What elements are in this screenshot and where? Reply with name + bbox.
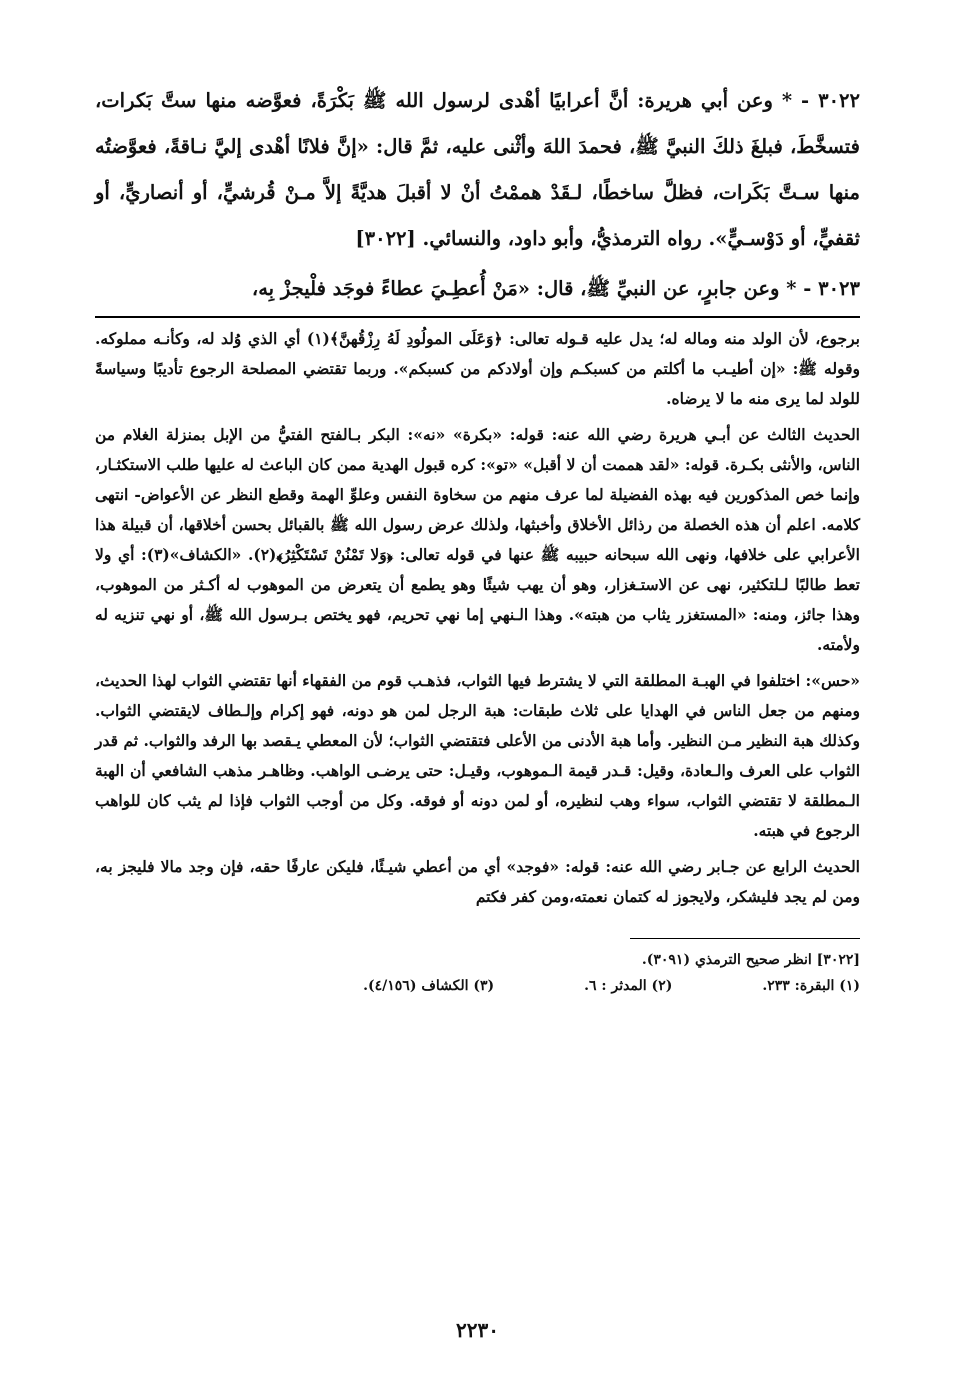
hadith-number: ٣٠٢٣ - * — [786, 277, 860, 300]
hadith-content: وعن أبي هريرة: أنَّ أعرابيًا أهْدى لرسول الله ﷺ بَكْرَةً، فعوَّضه منها ستَّ بَكرات، فتسخَّطَ، فبلغَ ذلكَ النبيَّ ﷺ، فحمدَ اللهَ وأثْنى عليه، ثمَّ قال: «إنَّ فلانًا أهْدى إليَّ نـاقةً، فعوَّضتُه منها سـتَّ بَكَرات، فظلَّ ساخطًا، لـقَدْ هممْتُ أنْ لا أقبلَ هديَّةً إلاَّ مـنْ قُرشيٍّ، أو أنصاريٍّ، أو ثقفيٍّ، أو دَوْسـيٍّ». رواه الترمذيُّ، وأبو داود، والنسائي. [٣٠٢٢] — [95, 89, 860, 250]
hadith-text — [95, 78, 860, 312]
footnote-references — [95, 973, 860, 999]
hadith-3023 — [95, 266, 860, 312]
commentary-paragraph: الحديث الرابع عن جـابر رضي الله عنه: قوله: «فوجد» أي من أعطي شيـئًا، فليكن عارفًا حقه، فإن وجد مالا فليجز به، ومن لم يجد فليشكر، ولايجوز له كتمان نعمته،ومن كفر فكتم — [95, 857, 860, 906]
footnote-takhrij: [٣٠٢٢] انظر صحيح الترمذي (٣٠٩١). — [641, 952, 860, 968]
footnote-3: (٣) الكشاف (٤/١٥٦). — [363, 978, 495, 994]
section-divider — [95, 316, 860, 318]
commentary-paragraph: برجوع، لأن الولد منه وماله له؛ يدل عليه قـوله تعالى: ﴿وَعَلَى المولُودِ لَهُ رِزْقُهنَّ﴾(١) أي الذي وُلد له، وكأنـه مملوكه. وقوله ﷺ: «إن أطيـب ما أكلتم من كسبكـم وإن أولادكم من كسبكم». وربما تقتضي المصلحة الرجوع تأديبًا وسياسةً للولد لما يرى منه ما لا يرضاه. — [95, 329, 860, 408]
footnote-1: (١) البقرة: ٢٣٣. — [762, 978, 860, 994]
page-number: ٢٢٣٠ — [456, 1318, 499, 1342]
footnotes — [95, 947, 860, 999]
hadith-content: وعن جابرٍ، عن النبيِّ ﷺ، قال: «مَنْ أُعطِـيَ عطاءً فوجَد فلْيجزْ بِه، — [251, 277, 780, 300]
page-body — [95, 78, 860, 999]
hadith-number: ٣٠٢٢ - * — [781, 89, 860, 112]
footnote-2: (٢) المدثر : ٦. — [584, 978, 673, 994]
footnote-divider — [630, 938, 860, 939]
commentary-paragraph: «حس»: اختلفوا في الهبـة المطلقة التي لا يشترط فيها الثواب، فذهـب قوم من الفقهاء أنها تقتضي الثواب لهذا الحديث، ومنهم من جعل الناس في الهدايا على ثلاث طبقات: هبة الرجل لمن هو دونه، فهو إكرام وإلـطاف لايقتضي الثواب. وكذلك هبة النظير مـن النظير. وأما هبة الأدنى من الأعلى فتقتضي الثواب؛ لأن المعطي يـقصد بها الرفد والثواب. ثم قدر الثواب على العرف والـعادة، وقيل: قـدر قيمة الـموهوب، وقيـل: حتى يرضـى الواهب. وظاهـر مذهب الشافعي أن الهبة الـمطلقة لا تقتضي الثواب، سواء وهب لنظيره، أو لمن دونه أو فوقه. وكل من أوجب الثواب فإذا لم يثب كان للواهب الرجوع في هبته. — [95, 671, 860, 840]
commentary-paragraph: الحديث الثالث عن أبـي هريرة رضي الله عنه: قوله: «بكرة» «نه»: البكر بـالفتح الفتيُّ من الإبل بمنزلة الغلام من الناس، والأنثى بكـرة. قوله: «لقد هممت أن لا أقبل» «تو»: كره قبول الهدية ممن كان الباعث له عليها طلب الاستكثـار، وإنما خص المذكورين فيه بهذه الفضيلة لما عرف منهم من سخاوة النفس وعلوِّ الهمة وقطع النظر عن الأعواض- انتهى كلامه. اعلم أن هذه الخصلة من رذائل الأخلاق وأخبثها، ولذلك عرض رسول الله ﷺ بالقبائل بحسن أخلاقها، أن قبيلة هذا الأعرابي على خلافها، ونهى الله سبحانه حبيبه ﷺ عنها في قوله تعالى: ﴿وَلا تَمْنُنْ تَسْتَكْثِرُ﴾(٢). «الكشاف»(٣): أي ولا تعط طالبًا لـلتكثير، نهى عن الاستـغزار، وهو أن يهب شيئًا وهو يطمع أن يتعرض من الموهوب له أكـثر من الموهوب، وهذا جائز، ومنه: «المستغزر يثاب من هبته». وهذا الـنهي إما نهي تحريم، فهو يختص بـرسول الله ﷺ، أو نهي تنزيه له ولأمته. — [95, 425, 860, 654]
commentary — [95, 324, 860, 912]
hadith-3022 — [95, 78, 860, 262]
